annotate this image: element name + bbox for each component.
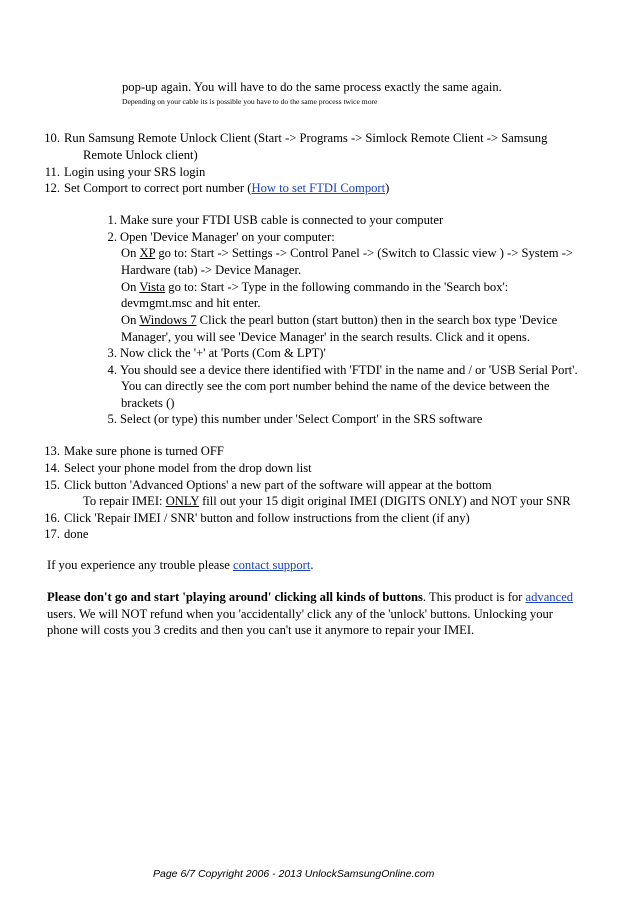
- substep-number: 5.: [107, 412, 117, 426]
- step-number: 12.: [44, 181, 60, 195]
- substep-text: Open 'Device Manager' on your computer:: [120, 230, 335, 244]
- step-number: 16.: [44, 511, 60, 525]
- advanced-link[interactable]: advanced: [525, 590, 574, 604]
- xp-continuation: Hardware (tab) -> Device Manager.: [121, 263, 302, 277]
- step-text: Run Samsung Remote Unlock Client (Start -> Programs -> Simlock Remote Client -> Samsung: [64, 131, 548, 145]
- step-17: [40, 526, 88, 543]
- warning-text: . This product is for: [422, 590, 526, 604]
- step-10-continuation: Remote Unlock client): [83, 148, 198, 162]
- step-text: Make sure phone is turned OFF: [64, 444, 224, 458]
- xp-line: [121, 245, 573, 262]
- imei-text: fill out your 15 digit original IMEI (DIGITS ONLY) and NOT your SNR: [198, 494, 571, 508]
- win7-line: [121, 312, 557, 329]
- substep-4-continuation-1: You can directly see the com port number behind the name of the device between the: [121, 379, 550, 393]
- step-12: [40, 180, 389, 197]
- substep-4-continuation-2: brackets (): [121, 396, 175, 410]
- win7-text: Click the pearl button (start button) then in the search box type 'Device: [196, 313, 558, 327]
- imei-prefix: To repair IMEI:: [83, 494, 166, 508]
- vista-line: [121, 279, 508, 296]
- step-15: [40, 477, 492, 494]
- substep-number: 1.: [107, 213, 117, 227]
- only-label: ONLY: [165, 494, 199, 508]
- step-13: [40, 443, 224, 460]
- xp-label: XP: [139, 246, 156, 260]
- step-number: 10.: [44, 131, 60, 145]
- step-text: Click button 'Advanced Options' a new part of the software will appear at the bottom: [64, 478, 492, 492]
- warning-line-1: [47, 589, 573, 606]
- warning-line-2: users. We will NOT refund when you 'accidentally' click any of the 'unlock' buttons. Unlocking your: [47, 607, 553, 621]
- trouble-text: If you experience any trouble please: [47, 558, 234, 572]
- xp-text: go to: Start -> Settings -> Control Panel -> (Switch to Classic view ) -> System ->: [155, 246, 574, 260]
- substep-number: 4.: [107, 363, 117, 377]
- vista-prefix: On: [121, 280, 140, 294]
- substep-text: Now click the '+' at 'Ports (Com & LPT)': [120, 346, 326, 360]
- step-16: [40, 510, 470, 527]
- step-text-end: ): [385, 181, 390, 195]
- substep-number: 2.: [107, 230, 117, 244]
- substep-1: [101, 212, 443, 229]
- substep-text: Make sure your FTDI USB cable is connected to your computer: [120, 213, 444, 227]
- step-text: Select your phone model from the drop down list: [64, 461, 312, 475]
- xp-prefix: On: [121, 246, 140, 260]
- substep-text: Select (or type) this number under 'Select Comport' in the SRS software: [120, 412, 483, 426]
- step-number: 14.: [44, 461, 60, 475]
- win7-prefix: On: [121, 313, 140, 327]
- step-text: Click 'Repair IMEI / SNR' button and follow instructions from the client (if any): [64, 511, 470, 525]
- ftdi-comport-link[interactable]: How to set FTDI Comport: [251, 181, 386, 195]
- step-10: [40, 130, 547, 147]
- warning-bold: Please don't go and start 'playing around' clicking all kinds of buttons: [47, 590, 423, 604]
- win7-continuation: Manager', you will see 'Device Manager' in the search results. Click and it opens.: [121, 330, 530, 344]
- substep-number: 3.: [107, 346, 117, 360]
- page-footer: Page 6/7 Copyright 2006 - 2013 UnlockSamsungOnline.com: [153, 868, 435, 880]
- substep-text: You should see a device there identified with 'FTDI' in the name and / or 'USB Serial Port'.: [120, 363, 578, 377]
- step-11: [40, 164, 205, 181]
- substep-2: [101, 229, 335, 246]
- step-text: Login using your SRS login: [64, 165, 206, 179]
- substep-3: [101, 345, 326, 362]
- substep-4: [101, 362, 578, 379]
- vista-continuation: devmgmt.msc and hit enter.: [121, 296, 261, 310]
- continuation-line: pop-up again. You will have to do the same process exactly the same again.: [122, 80, 502, 94]
- win7-label: Windows 7: [139, 313, 197, 327]
- step-number: 11.: [44, 165, 60, 179]
- vista-label: Vista: [139, 280, 166, 294]
- substep-5: [101, 411, 482, 428]
- warning-line-3: phone will costs you 3 credits and then you can't use it anymore to repair your IMEI.: [47, 623, 475, 637]
- step-number: 13.: [44, 444, 60, 458]
- note-text: Depending on your cable its is possible you have to do the same process twice more: [122, 97, 378, 106]
- trouble-text-end: .: [310, 558, 314, 572]
- step-text: Set Comport to correct port number (: [64, 181, 252, 195]
- step-number: 17.: [44, 527, 60, 541]
- contact-support-link[interactable]: contact support: [233, 558, 311, 572]
- step-15-continuation: [83, 493, 571, 510]
- step-number: 15.: [44, 478, 60, 492]
- trouble-paragraph: [47, 557, 313, 574]
- step-text: done: [64, 527, 89, 541]
- vista-text: go to: Start -> Type in the following commando in the 'Search box':: [165, 280, 509, 294]
- step-14: [40, 460, 312, 477]
